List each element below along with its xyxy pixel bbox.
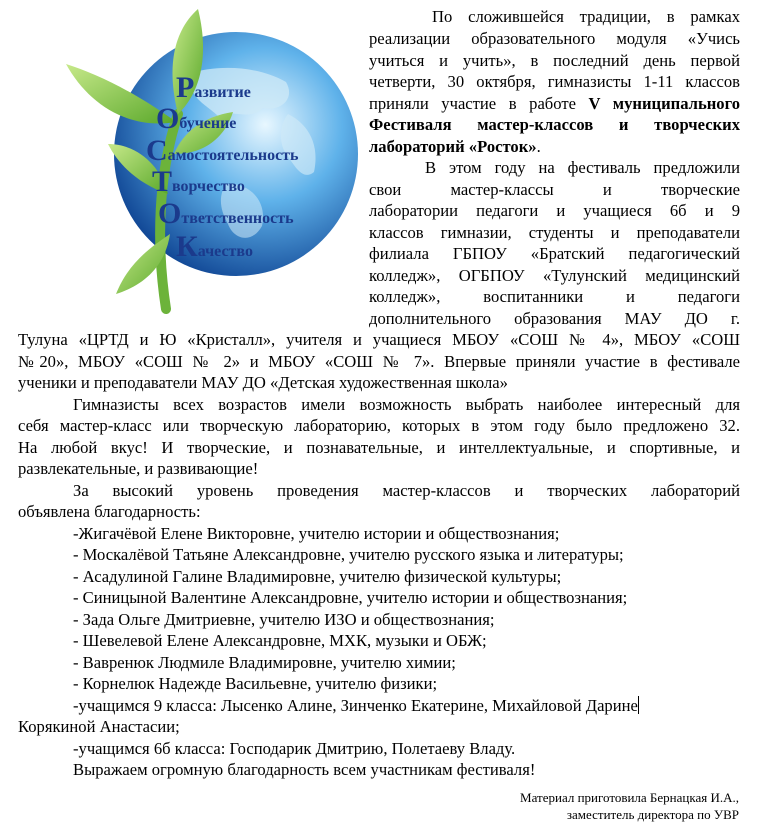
thanks-item: - Москалёвой Татьяне Александровне, учителю русского языка и литературы; xyxy=(73,545,624,564)
thanks-item: -Жигачёвой Елене Викторовне, учителю истории и обществознания; xyxy=(73,524,560,543)
p2-line-6: колледж», ОГБПОУ «Тулунский медицинский xyxy=(369,266,740,285)
thanks-item: - Асадулиной Галине Владимировне, учителю физической культуры; xyxy=(73,567,562,586)
intro-line-2: реализации образовательного модуля «Учись xyxy=(369,29,740,48)
logo-row-2: Обучение xyxy=(156,102,237,135)
intro-line-6: Фестиваля мастер-классов и творческих xyxy=(369,115,740,134)
thanks-item: - Вавренюк Людмиле Владимировне, учителю химии; xyxy=(73,653,456,672)
p2-line-1: В этом году на фестиваль предложили xyxy=(425,158,740,177)
p2-line-11: ученики и преподаватели МАУ ДО «Детская художественная школа» xyxy=(18,373,508,392)
closing-line: Выражаем огромную благодарность всем участникам фестиваля! xyxy=(73,760,536,779)
p3-line-3: На любой вкус! И творческие, и познавательные, и интеллектуальные, и спортивные, и xyxy=(18,438,740,457)
intro-line-5: приняли участие в работе V муниципального xyxy=(369,94,740,113)
p3-line-4: развлекательные, и развивающие! xyxy=(18,459,259,478)
logo-row-4: Творчество xyxy=(152,165,245,198)
p3-line-2: себя мастер-класс или творческую лабораторию, которых в этом году было предложено 32. xyxy=(18,416,740,435)
thanks-item: - Зада Ольге Дмитриевне, учителю ИЗО и обществознания; xyxy=(73,610,495,629)
intro-line-1: По сложившейся традиции, в рамках xyxy=(432,7,740,26)
logo-row-3: Самостоятельность xyxy=(146,134,299,167)
students-6b: -учащимся 6б класса: Господарик Дмитрию, Полетаеву Владу. xyxy=(73,739,516,758)
p2-line-2: свои мастер-классы и творческие xyxy=(369,180,740,199)
p2-line-7: колледж», воспитанники и педагоги xyxy=(369,287,740,306)
p2-line-3: лаборатории педагоги и учащиеся 6б и 9 xyxy=(369,201,740,220)
text-cursor xyxy=(638,696,639,714)
p2-line-4: классов гимназии, студенты и преподаватели xyxy=(369,223,740,242)
p2-line-9: Тулуна «ЦРТД и Ю «Кристалл», учителя и учащиеся МБОУ «СОШ № 4», МБОУ «СОШ xyxy=(18,330,740,349)
students-9-line-2: Корякиной Анастасии; xyxy=(18,717,180,736)
thanks-item: - Синицыной Валентине Александровне, учителю истории и обществознания; xyxy=(73,588,628,607)
signature-position: заместитель директора по УВР xyxy=(566,807,739,822)
logo-row-5: Ответственность xyxy=(158,197,294,230)
p2-line-10: №20», МБОУ «СОШ № 2» и МБОУ «СОШ № 7». Впервые приняли участие в фестивале xyxy=(18,352,740,371)
thanks-item: - Шевелевой Елене Александровне, МХК, музыки и ОБЖ; xyxy=(73,631,487,650)
intro-line-7: лабораторий «Росток». xyxy=(369,137,541,156)
p2-line-5: филиала ГБПОУ «Братский педагогический xyxy=(369,244,740,263)
thanks-item: - Корнелюк Надежде Васильевне, учителю физики; xyxy=(73,674,438,693)
p4-line-2: объявлена благодарность: xyxy=(18,502,201,521)
p4-line-1: За высокий уровень проведения мастер-классов и творческих лабораторий xyxy=(73,481,740,500)
p2-line-8: дополнительного образования МАУ ДО г. xyxy=(369,309,740,328)
logo-row-6: Качество xyxy=(176,230,253,263)
signature xyxy=(520,789,739,823)
intro-line-3: учиться и учить», в последний день первой xyxy=(369,51,740,70)
students-9-line-1: -учащимся 9 класса: Лысенко Алине, Зинченко Екатерине, Михайловой Дарине xyxy=(73,696,638,715)
signature-author: Материал приготовила Бернацкая И.А., xyxy=(520,790,739,805)
p3-line-1: Гимназисты всех возрастов имели возможность выбрать наиболее интересный для xyxy=(73,395,740,414)
intro-line-4: четверти, 30 октября, гимназисты 1-11 классов xyxy=(369,72,740,91)
rostok-logo xyxy=(58,4,358,320)
logo-row-1: Развитие xyxy=(176,71,251,104)
